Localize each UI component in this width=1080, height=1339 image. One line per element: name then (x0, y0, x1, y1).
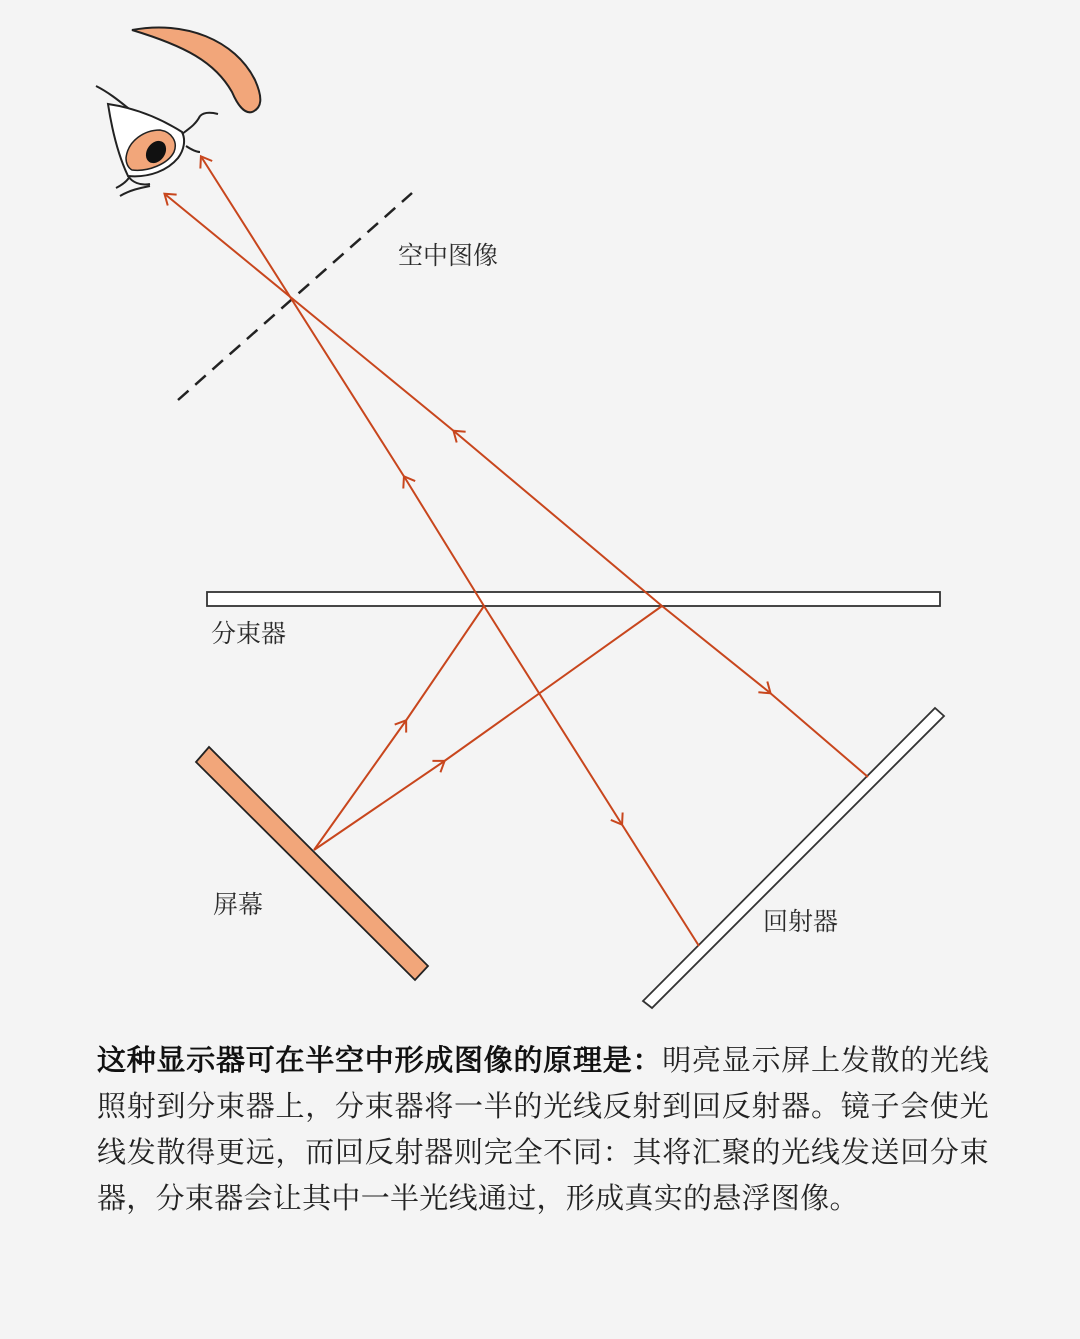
eyebrow (132, 27, 260, 112)
caption-lead: 这种显示器可在半空中形成图像的原理是： (97, 1043, 663, 1077)
retroreflector (643, 708, 944, 1008)
ray-screen-to-splitter-a (314, 606, 484, 850)
label-aerial-image: 空中图像 (398, 241, 499, 270)
beam-splitter (207, 592, 940, 606)
eye-lower-lid (116, 176, 150, 196)
eye-icon (96, 27, 260, 196)
caption-body: 明亮显示屏上发散的光线照射到分束器上，分束器将一半的光线反射到回反射器。镜子会使光线发散得更远，而回反射器则完全不同：其将汇聚的光线发送回分束器，分束器会让其中一半光线通过，形成真实的悬浮图像。 (97, 1043, 989, 1215)
label-retroreflector: 回射器 (763, 907, 839, 936)
ray-splitter-to-retro-b (662, 606, 868, 777)
ray-screen-to-splitter-b (314, 606, 662, 850)
display-screen (196, 747, 428, 980)
label-beam-splitter: 分束器 (211, 619, 287, 648)
caption (97, 1037, 989, 1221)
ray-retro-to-eye-a (202, 158, 484, 606)
eye-crease (182, 113, 218, 152)
label-screen: 屏幕 (213, 890, 264, 919)
